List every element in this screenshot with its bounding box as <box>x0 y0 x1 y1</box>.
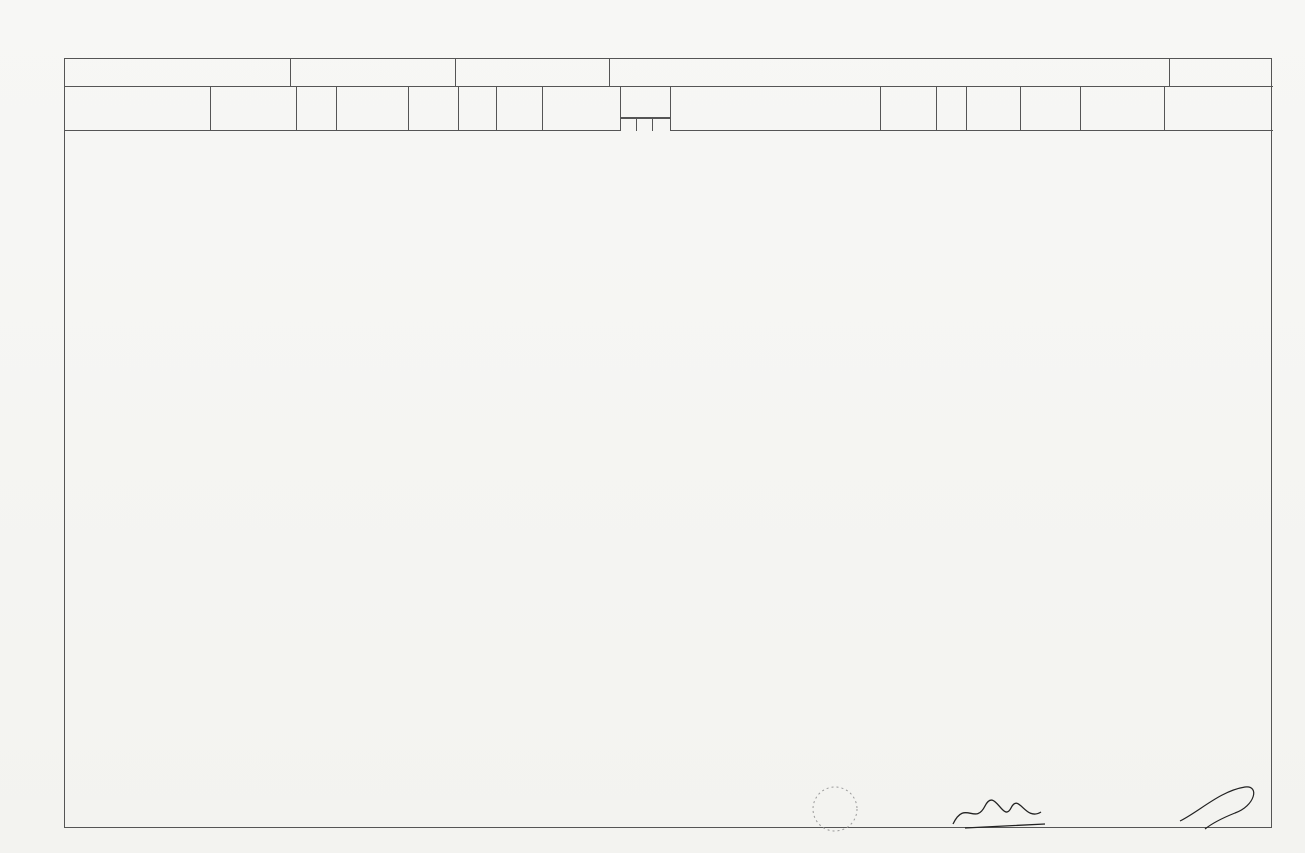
col-cins <box>543 87 621 131</box>
col-yuzolcumu <box>621 87 671 118</box>
signature-kontrol <box>1175 781 1265 831</box>
col-hisse <box>297 87 337 131</box>
col-m2 <box>637 118 653 131</box>
col-ad <box>65 87 211 131</box>
col-emlak <box>881 87 937 131</box>
col-ha <box>621 118 637 131</box>
page-number-box <box>1169 59 1273 87</box>
table-sheet <box>64 58 1272 828</box>
note-2 <box>77 749 777 763</box>
col-dm2 <box>653 118 671 131</box>
col-pafta <box>409 87 459 131</box>
col-sokak <box>337 87 409 131</box>
col-baba <box>211 87 297 131</box>
col-dusunce <box>1165 87 1273 131</box>
col-tahakkuk <box>967 87 1021 131</box>
ilce-box <box>291 59 456 87</box>
mahalle-box <box>456 59 610 87</box>
notes-block <box>77 749 777 758</box>
il-box <box>65 59 291 87</box>
col-ada <box>459 87 497 131</box>
stamp-seal <box>795 784 875 834</box>
col-harc-orani <box>937 87 967 131</box>
info-bar <box>65 59 1273 87</box>
signature-uye <box>945 794 1055 834</box>
col-gayri <box>671 87 881 131</box>
certification-block <box>795 754 1265 765</box>
col-ilandan <box>1021 87 1081 131</box>
col-adres <box>1081 87 1165 131</box>
col-parsel <box>497 87 543 131</box>
